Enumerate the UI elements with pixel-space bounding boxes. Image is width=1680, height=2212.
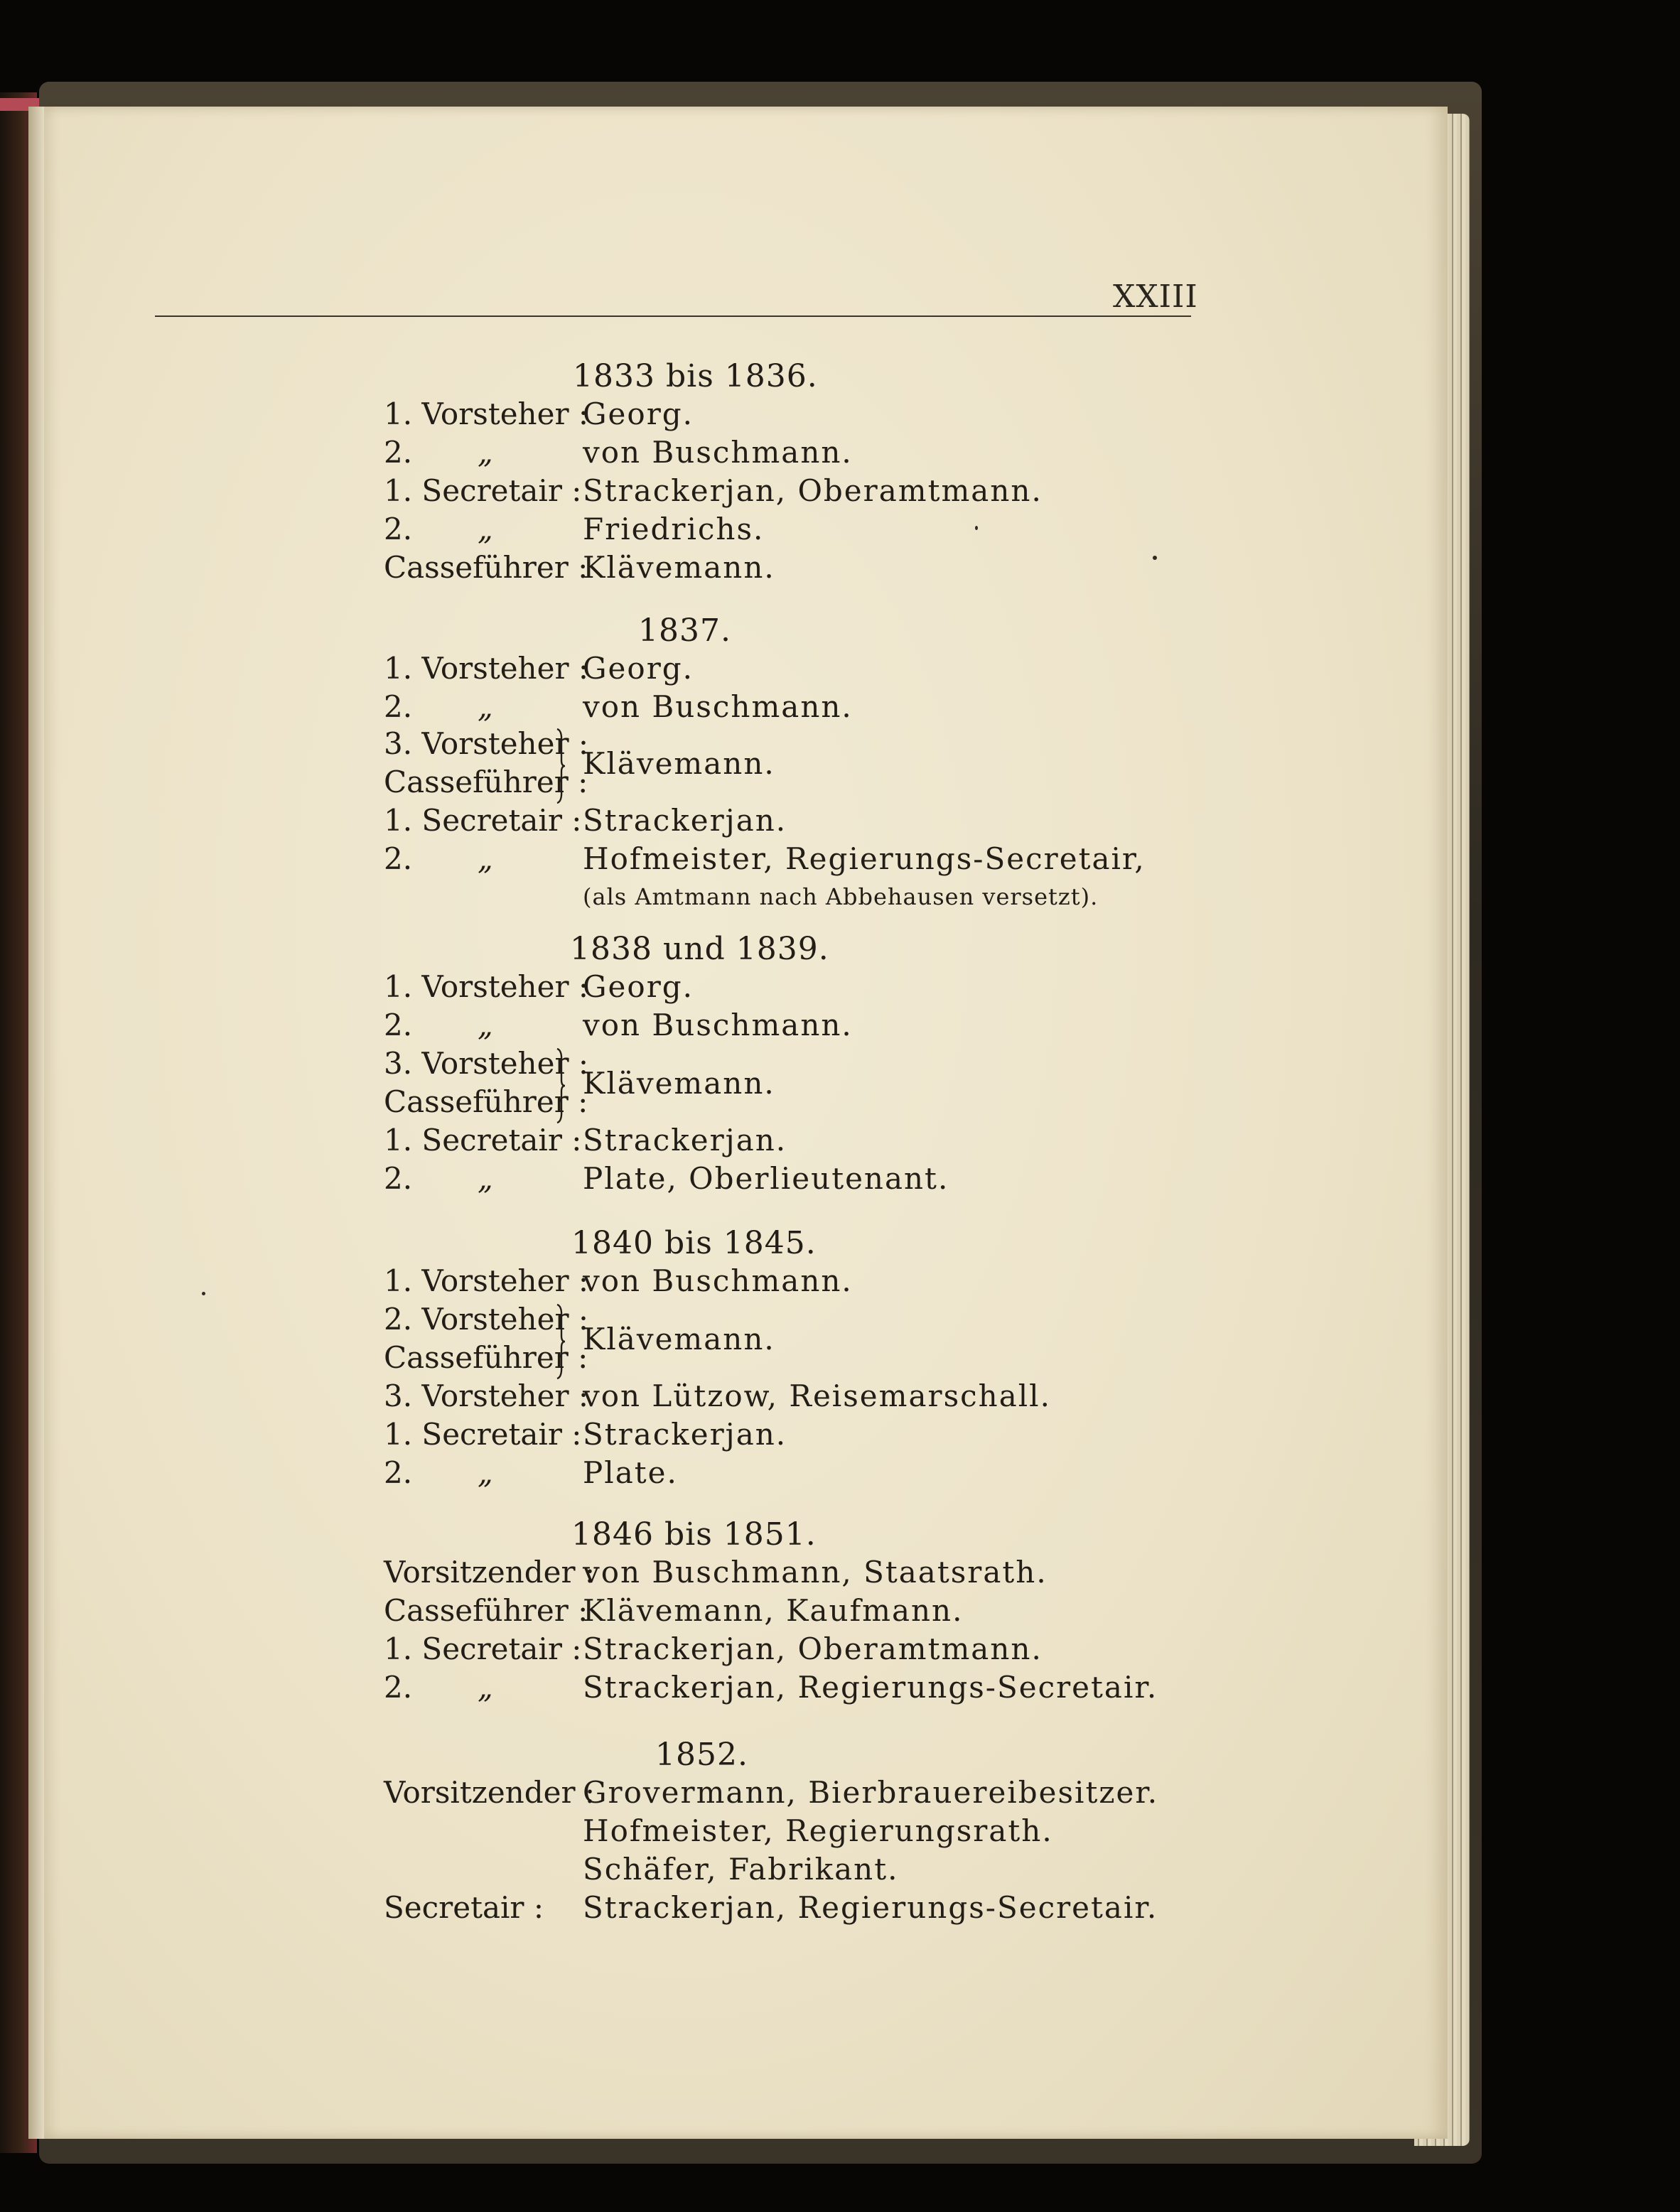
ditto-mark: „ xyxy=(478,841,493,876)
row-label: Casseführer : xyxy=(384,1084,588,1119)
row-label: 3. Vorsteher : xyxy=(384,1046,589,1081)
row-value: von Buschmann. xyxy=(583,1263,853,1298)
ditto-mark: „ xyxy=(478,1670,493,1705)
row-value: von Buschmann. xyxy=(583,689,853,724)
row-label: 2. xyxy=(384,1670,413,1705)
row-value: Plate. xyxy=(583,1455,678,1490)
brace xyxy=(556,1047,566,1124)
row-label: 1. Vorsteher : xyxy=(384,969,589,1004)
row-value: Strackerjan. xyxy=(583,1417,787,1452)
row-value: Klävemann. xyxy=(583,550,775,585)
row-value: Strackerjan, Oberamtmann. xyxy=(583,473,1043,508)
row-value: Georg. xyxy=(583,396,694,431)
row-label: 1. Vorsteher : xyxy=(384,1263,589,1298)
row-label: 2. xyxy=(384,689,413,724)
row-label: 1. Secretair : xyxy=(384,473,582,508)
brace xyxy=(556,728,566,804)
row-note: (als Amtmann nach Abbehausen versetzt). xyxy=(583,883,1099,910)
row-label: Casseführer : xyxy=(384,765,588,799)
row-label: 2. xyxy=(384,512,413,546)
row-value: von Buschmann. xyxy=(583,435,853,470)
row-label: 2. Vorsteher : xyxy=(384,1302,589,1337)
row-label: 2. xyxy=(384,435,413,470)
row-value: von Buschmann, Staatsrath. xyxy=(583,1555,1048,1590)
row-label: 2. xyxy=(384,1455,413,1490)
brace-value: Klävemann. xyxy=(583,746,775,781)
brace xyxy=(556,1303,566,1380)
row-label: 3. Vorsteher : xyxy=(384,726,589,761)
section-year: 1852. xyxy=(655,1737,748,1773)
row-label: Casseführer : xyxy=(384,1340,588,1375)
row-value: Strackerjan, Regierungs-Secretair. xyxy=(583,1890,1158,1925)
row-value: Plate, Oberlieutenant. xyxy=(583,1161,949,1196)
section-year: 1833 bis 1836. xyxy=(573,358,818,394)
row-value: Georg. xyxy=(583,969,694,1004)
section-year: 1837. xyxy=(638,613,731,649)
row-label: 2. xyxy=(384,1008,413,1042)
row-label: 2. xyxy=(384,1161,413,1196)
row-value: Friedrichs. xyxy=(583,512,765,546)
ditto-mark: „ xyxy=(478,1161,493,1196)
row-label: Vorsitzender : xyxy=(384,1775,596,1810)
row-value: von Lützow, Reisemarschall. xyxy=(583,1379,1051,1413)
row-label: 2. xyxy=(384,841,413,876)
ditto-mark: „ xyxy=(478,1008,493,1042)
row-label: 1. Vorsteher : xyxy=(384,396,589,431)
page-number: XXIII xyxy=(1113,279,1198,315)
section-year: 1846 bis 1851. xyxy=(571,1516,817,1553)
paper-speck xyxy=(975,526,978,530)
section-year: 1838 und 1839. xyxy=(570,931,829,967)
row-value: von Buschmann. xyxy=(583,1008,853,1042)
ditto-mark: „ xyxy=(478,435,493,470)
row-label: 1. Secretair : xyxy=(384,1631,582,1666)
ditto-mark: „ xyxy=(478,1455,493,1490)
brace-value: Klävemann. xyxy=(583,1322,775,1356)
row-value: Georg. xyxy=(583,651,694,686)
row-value: Strackerjan. xyxy=(583,803,787,838)
row-value: Strackerjan, Oberamtmann. xyxy=(583,1631,1043,1666)
row-label: 1. Vorsteher : xyxy=(384,651,589,686)
row-value: Strackerjan, Regierungs-Secretair. xyxy=(583,1670,1158,1705)
row-label: 1. Secretair : xyxy=(384,803,582,838)
ditto-mark: „ xyxy=(478,512,493,546)
row-label: 1. Secretair : xyxy=(384,1417,582,1452)
row-value: Grovermann, Bierbrauereibesitzer. xyxy=(583,1775,1159,1810)
row-value: Hofmeister, Regierungsrath. xyxy=(583,1813,1053,1848)
paper-speck xyxy=(202,1292,205,1295)
row-value: Schäfer, Fabrikant. xyxy=(583,1852,899,1887)
row-label: Vorsitzender : xyxy=(384,1555,596,1590)
brace-value: Klävemann. xyxy=(583,1066,775,1101)
row-label: 1. Secretair : xyxy=(384,1123,582,1158)
row-label: 3. Vorsteher : xyxy=(384,1379,589,1413)
row-label: Casseführer : xyxy=(384,550,588,585)
row-label: Secretair : xyxy=(384,1890,544,1925)
row-value: Klävemann, Kaufmann. xyxy=(583,1593,964,1628)
previous-page-edge xyxy=(28,107,44,2139)
row-value: Strackerjan. xyxy=(583,1123,787,1158)
ditto-mark: „ xyxy=(478,689,493,724)
row-label: Casseführer : xyxy=(384,1593,588,1628)
row-value: Hofmeister, Regierungs-Secretair, xyxy=(583,841,1146,876)
section-year: 1840 bis 1845. xyxy=(571,1225,817,1261)
paper-speck xyxy=(1153,556,1157,560)
header-rule xyxy=(155,315,1191,317)
